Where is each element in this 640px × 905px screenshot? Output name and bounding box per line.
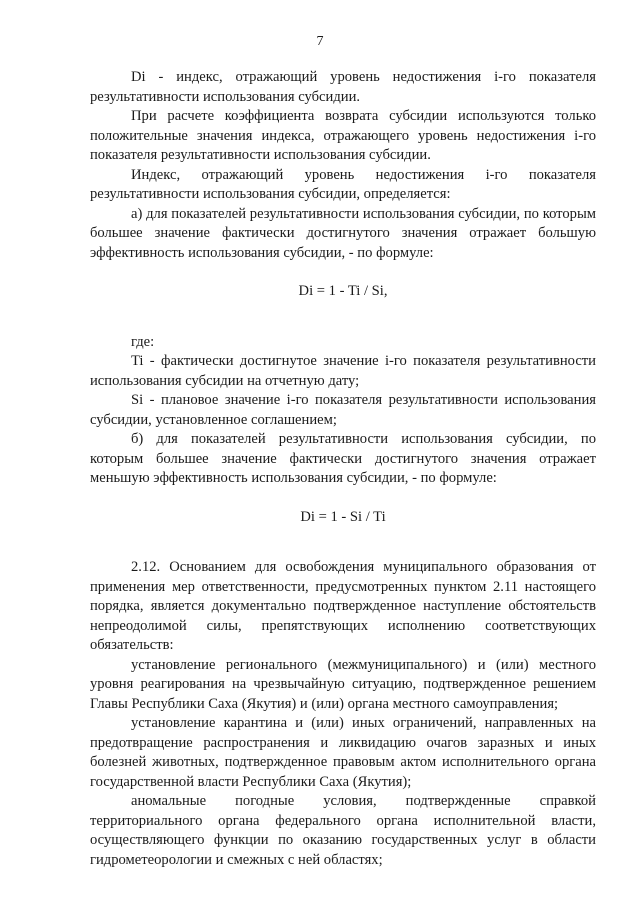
paragraph-di-definition: Di - индекс, отражающий уровень недостижения i-го показателя результативности использования субсидии. [90, 69, 596, 105]
paragraph-clause-2-12: 2.12. Основанием для освобождения муниципального образования от применения мер ответственности, предусмотренных пунктом 2.11 настоящего порядка, является документально подтвержденное наступление обстоятельств непреодолимой силы, препятствующих исполнению соответствующих обязательств: [90, 559, 596, 653]
paragraph-ti-definition: Ti - фактически достигнутое значение i-го показателя результативности использования субсидии на отчетную дату; [90, 353, 596, 389]
document-body [90, 68, 596, 870]
paragraph-si-definition: Si - плановое значение i-го показателя результативности использования субсидии, установленное соглашением; [90, 392, 596, 428]
paragraph-case-b: б) для показателей результативности использования субсидии, по которым большее значение фактически достигнутого значения отражает меньшую эффективность использования субсидии, - по формуле: [90, 431, 596, 486]
paragraph-case-a: а) для показателей результативности использования субсидии, по которым большее значение фактически достигнутого значения отражает большую эффективность использования субсидии, - по формуле: [90, 205, 596, 261]
paragraph-weather-conditions: аномальные погодные условия, подтвержденные справкой территориального органа федерального органа исполнительной власти, осуществляющего функции по оказанию государственных услуг в области гидрометеорологии и смежных с ней областях; [90, 793, 596, 868]
paragraph-emergency-response: установление регионального (межмуниципального) и (или) местного уровня реагирования на чрезвычайную ситуацию, подтвержденное решением Главы Республики Саха (Якутия) и (или) органа местного самоуправления; [90, 656, 596, 712]
paragraph-index-determination: Индекс, отражающий уровень недостижения i-го показателя результативности использования субсидии, определяется: [90, 166, 596, 202]
page-number: 7 [316, 34, 324, 49]
paragraph-quarantine: установление карантина и (или) иных ограничений, направленных на предотвращение распространения и ликвидацию очагов заразных и иных болезней животных, подтвержденное правовым актом исполнительного органа государственной власти Республики Саха (Якутия); [90, 715, 596, 790]
paragraph-positive-values: При расчете коэффициента возврата субсидии используются только положительные значения индекса, отражающего уровень недостижения i-го показателя результативности использования субсидии. [90, 108, 596, 163]
formula-b: Di = 1 - Si / Ti [300, 508, 386, 525]
formula-a: Di = 1 - Ti / Si, [298, 283, 388, 299]
paragraph-where: где: [131, 333, 155, 350]
